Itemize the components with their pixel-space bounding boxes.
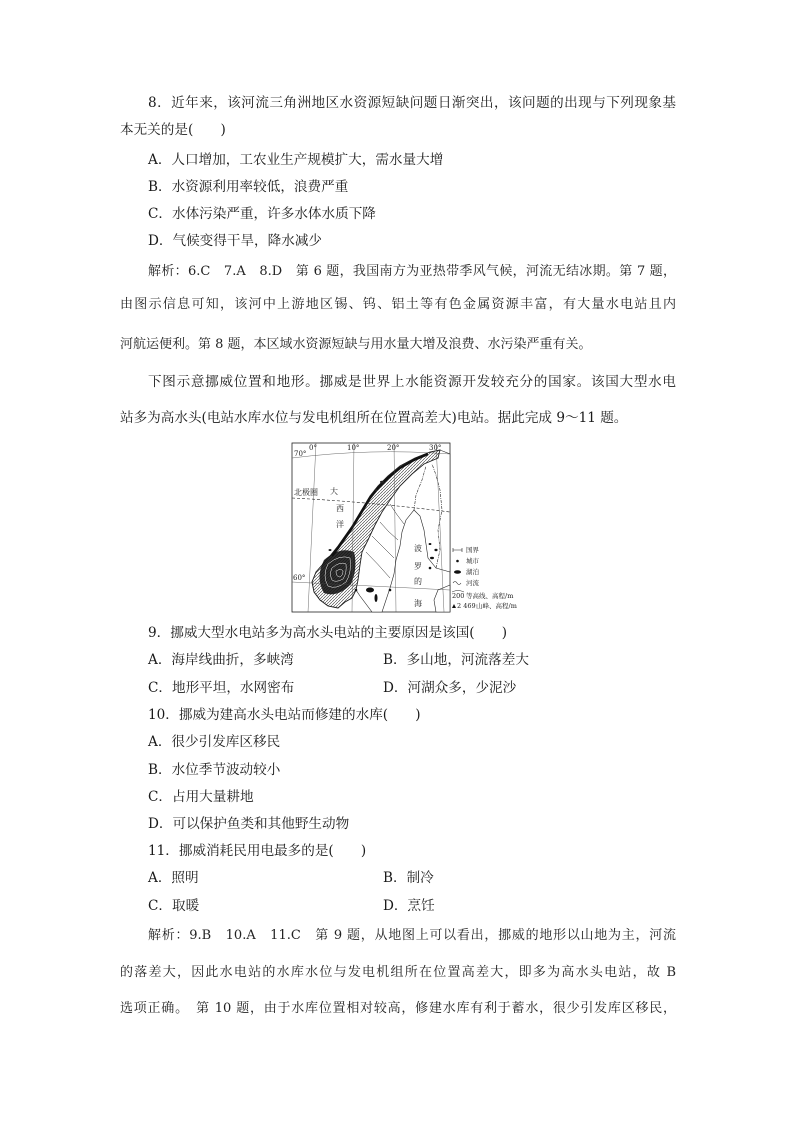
q9-option-a: A．海岸线曲折，多峡湾 — [148, 652, 294, 668]
analysis-9-11-line3: 选项正确。 第 10 题，由于水库位置相对较高，修建水库有利于蓄水，很少引发库区移民， — [120, 1001, 676, 1016]
q10-option-a: A．很少引发库区移民 — [148, 734, 281, 750]
lon-label-30: 30° — [429, 444, 442, 452]
analysis-label: 解析： — [148, 928, 190, 943]
q8-option-d: D．气候变得干旱，降水减少 — [148, 233, 323, 249]
q8-stem-line1: 8．近年来，该河流三角洲地区水资源短缺问题日渐突出，该问题的出现与下列现象基 — [148, 95, 676, 111]
lat-label-60: 60° — [293, 574, 306, 582]
q8-option-c: C．水体污染严重，许多水体水质下降 — [148, 206, 376, 222]
legend-peak-label: 山峰、高程/m — [476, 602, 517, 610]
q8-option-b: B．水资源利用率较低，浪费严重 — [148, 179, 349, 195]
q11-option-a: A．照明 — [148, 870, 199, 886]
lake-icon — [366, 588, 374, 593]
border-legend-icon — [453, 548, 462, 552]
river-legend-icon — [453, 582, 461, 585]
q11-stem: 11．挪威消耗民用电最多的是( ) — [148, 843, 367, 859]
city-dot — [429, 567, 432, 570]
city-legend-icon — [456, 560, 459, 563]
q8-stem-line2: 本无关的是( ) — [120, 122, 226, 138]
analysis-text: 6.C 7.A 8.D 第 6 题，我国南方为亚热带季风气候，河流无结冰期。第 7 题， — [187, 264, 676, 279]
lat-label-70: 70° — [294, 450, 307, 458]
intro-line2: 站多为高水头(电站水库水位与发电机组所在位置高差大)电站。据此完成 9～11 题。 — [120, 410, 628, 426]
intro-line1: 下图示意挪威位置和地形。挪威是世界上水能资源开发较充分的国家。该国大型水电 — [148, 374, 676, 390]
map-legend — [452, 545, 517, 610]
ocean-label-char: 大 — [330, 487, 338, 496]
arctic-circle-label: 北极圈 — [294, 488, 318, 497]
q8-option-a: A．人口增加，工农业生产规模扩大，需水量大增 — [148, 152, 444, 168]
q9-option-d: D．河湖众多，少泥沙 — [383, 680, 517, 696]
lon-label-20: 20° — [387, 444, 400, 452]
analysis-9-11-line1 — [148, 926, 676, 946]
analysis-6-8-line1 — [148, 262, 676, 282]
lon-label-10: 10° — [347, 444, 360, 452]
legend-contour-value: 200 — [452, 592, 465, 600]
city-dot — [355, 589, 358, 592]
sea-label-char: 波 — [414, 544, 422, 553]
legend-city-label: 城市 — [466, 557, 479, 565]
analysis-9-11-line2: 的落差大，因此水电站的水库水位与发电机组所在位置高差大，即多为高水头电站，故 B — [120, 965, 676, 980]
lake-legend-icon — [454, 570, 461, 574]
island — [374, 489, 377, 491]
q9-option-c: C．地形平坦，水网密布 — [148, 680, 295, 696]
legend-lake-label: 湖泊 — [466, 568, 479, 576]
legend-river-label: 河流 — [466, 579, 479, 587]
q10-option-c: C．占用大量耕地 — [148, 789, 254, 805]
q11-option-b: B．制冷 — [383, 870, 434, 886]
lon-label-0: 0° — [309, 444, 317, 452]
ocean-label-char: 西 — [336, 504, 344, 513]
q9-option-b: B．多山地，河流落差大 — [383, 652, 529, 668]
legend-contour-label: 等高线、高程/m — [466, 592, 514, 600]
island — [329, 549, 332, 551]
q10-stem: 10．挪威为建高水头电站而修建的水库( ) — [148, 707, 421, 723]
q10-option-d: D．可以保护鱼类和其他野生动物 — [148, 816, 350, 832]
q10-option-b: B．水位季节波动较小 — [148, 762, 281, 778]
sea-label-char: 罗 — [414, 562, 422, 571]
legend-border-label: 国界 — [466, 546, 479, 554]
analysis-text: 9.B 10.A 11.C 第 9 题，从地图上可以看出，挪威的地形以山地为主，河流 — [189, 928, 676, 943]
sea-label-char: 的 — [414, 577, 422, 586]
lake-icon — [434, 549, 437, 551]
analysis-label: 解析： — [148, 264, 188, 279]
peak-legend-icon — [452, 604, 456, 608]
ocean-label-char: 洋 — [336, 520, 344, 529]
island — [380, 481, 384, 483]
city-dot — [389, 589, 392, 592]
lake-icon — [375, 594, 378, 602]
sea-label-char: 海 — [414, 599, 422, 608]
q11-option-d: D．烹饪 — [383, 898, 435, 914]
lake-icon — [430, 557, 434, 559]
norway-map — [290, 440, 532, 616]
q9-stem: 9．挪威大型水电站多为高水头电站的主要原因是该国( ) — [148, 625, 508, 641]
lake-icon — [429, 543, 432, 545]
legend-peak-value: 2 469 — [457, 602, 476, 610]
q11-option-c: C．取暖 — [148, 898, 200, 914]
analysis-6-8-line2: 由图示信息可知，该河中上游地区锡、钨、铝土等有色金属资源丰富，有大量水电站且内 — [120, 297, 676, 312]
analysis-6-8-line3: 河航运便利。第 8 题，本区域水资源短缺与用水量大增及浪费、水污染严重有关。 — [120, 337, 592, 352]
